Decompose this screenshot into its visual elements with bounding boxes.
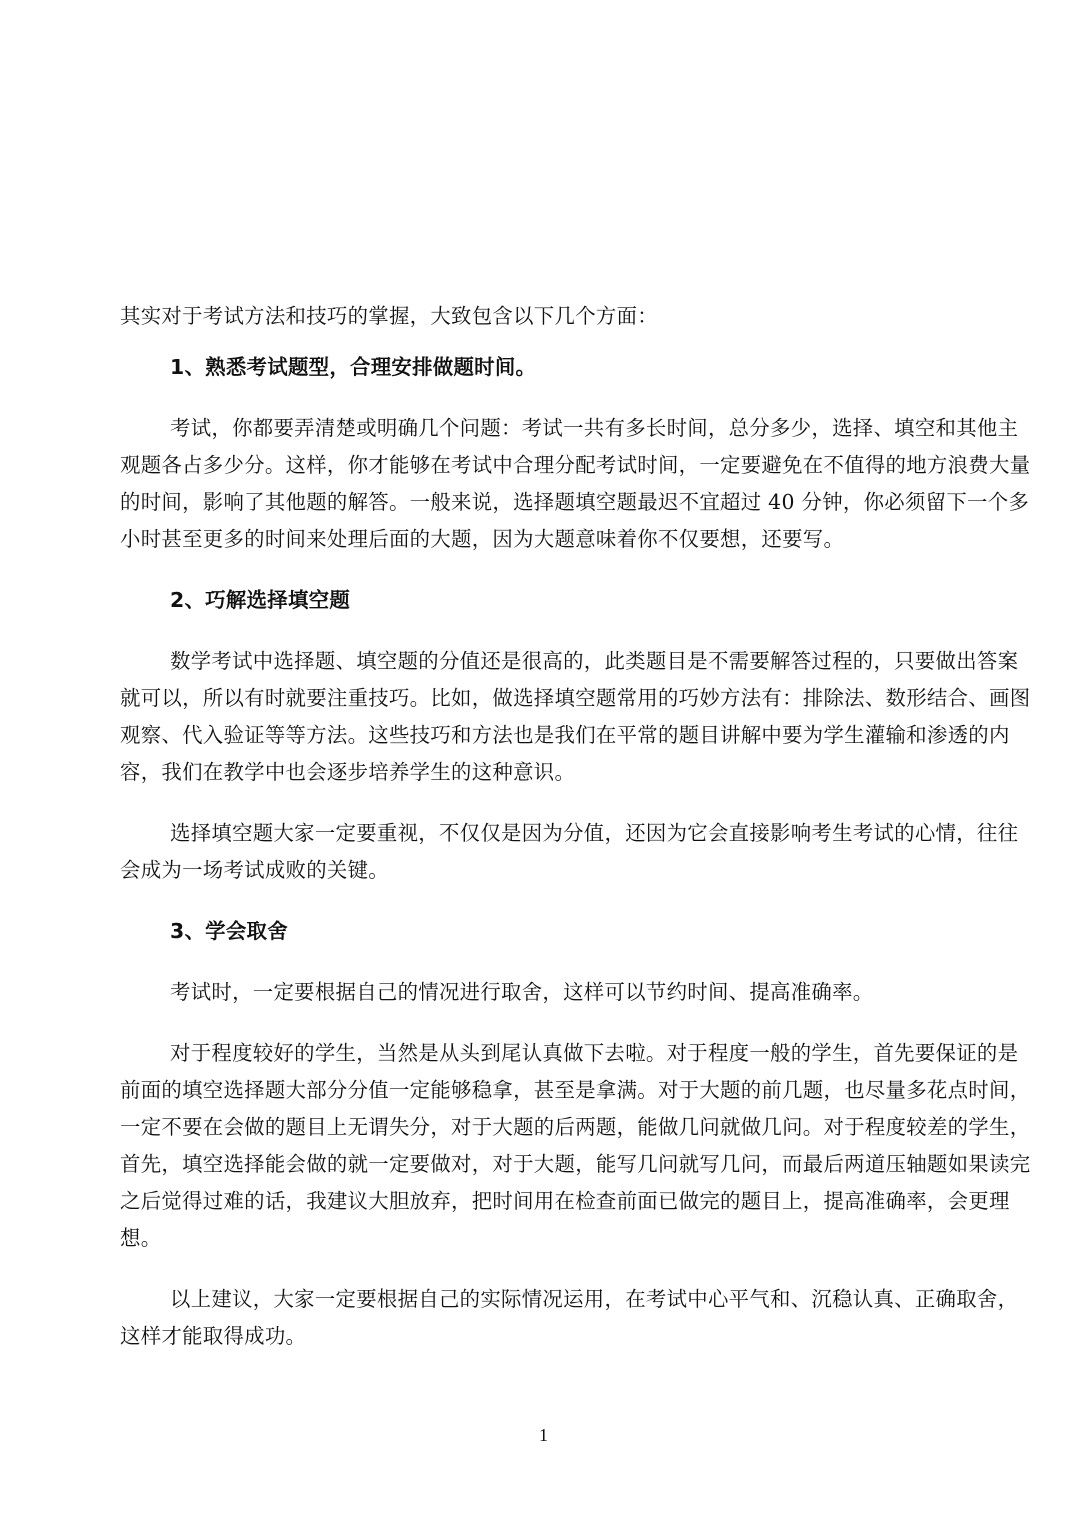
body-paragraph: 对于程度较好的学生，当然是从头到尾认真做下去啦。对于程度一般的学生，首先要保证的是前面的填空选择题大部分分值一定能够稳拿，甚至是拿满。对于大题的前几题，也尽量多花点时间，一定不要在会做的题目上无谓失分，对于大题的后两题，能做几问就做几问。对于程度较差的学生，首先，填空选择能会做的就一定要做对，对于大题，能写几问就写几问，而最后两道压轴题如果读完之后觉得过难的话，我建议大胆放弃，把时间用在检查前面已做完的题目上，提高准确率，会更理想。 [120,1041,1031,1250]
page-number: 1 [539,1425,548,1445]
body-paragraph: 考试，你都要弄清楚或明确几个问题：考试一共有多长时间，总分多少，选择、填空和其他主观题各占多少分。这样，你才能够在考试中合理分配考试时间，一定要避免在不值得的地方浪费大量的时间，影响了其他题的解答。一般来说，选择题填空题最迟不宜超过 40 分钟，你必须留下一个多小时甚至更多的时间来处理后面的大题，因为大题意味着你不仅要想，还要写。 [120,416,1031,551]
section-heading-2: 2、巧解选择填空题 [170,588,351,612]
document-body [120,298,1032,1379]
intro-paragraph: 其实对于考试方法和技巧的掌握，大致包含以下几个方面： [120,304,658,328]
section-heading-1: 1、熟悉考试题型，合理安排做题时间。 [170,355,537,379]
body-paragraph: 数学考试中选择题、填空题的分值还是很高的，此类题目是不需要解答过程的，只要做出答案就可以，所以有时就要注重技巧。比如，做选择填空题常用的巧妙方法有：排除法、数形结合、画图观察、代入验证等等方法。这些技巧和方法也是我们在平常的题目讲解中要为学生灌输和渗透的内容，我们在教学中也会逐步培养学生的这种意识。 [120,649,1031,784]
body-paragraph: 以上建议，大家一定要根据自己的实际情况运用，在考试中心平气和、沉稳认真、正确取舍，这样才能取得成功。 [120,1287,1019,1348]
section-heading-3: 3、学会取舍 [170,919,288,943]
body-paragraph: 考试时，一定要根据自己的情况进行取舍，这样可以节约时间、提高准确率。 [170,980,874,1004]
body-paragraph: 选择填空题大家一定要重视，不仅仅是因为分值，还因为它会直接影响考生考试的心情，往往会成为一场考试成败的关键。 [120,821,1019,882]
